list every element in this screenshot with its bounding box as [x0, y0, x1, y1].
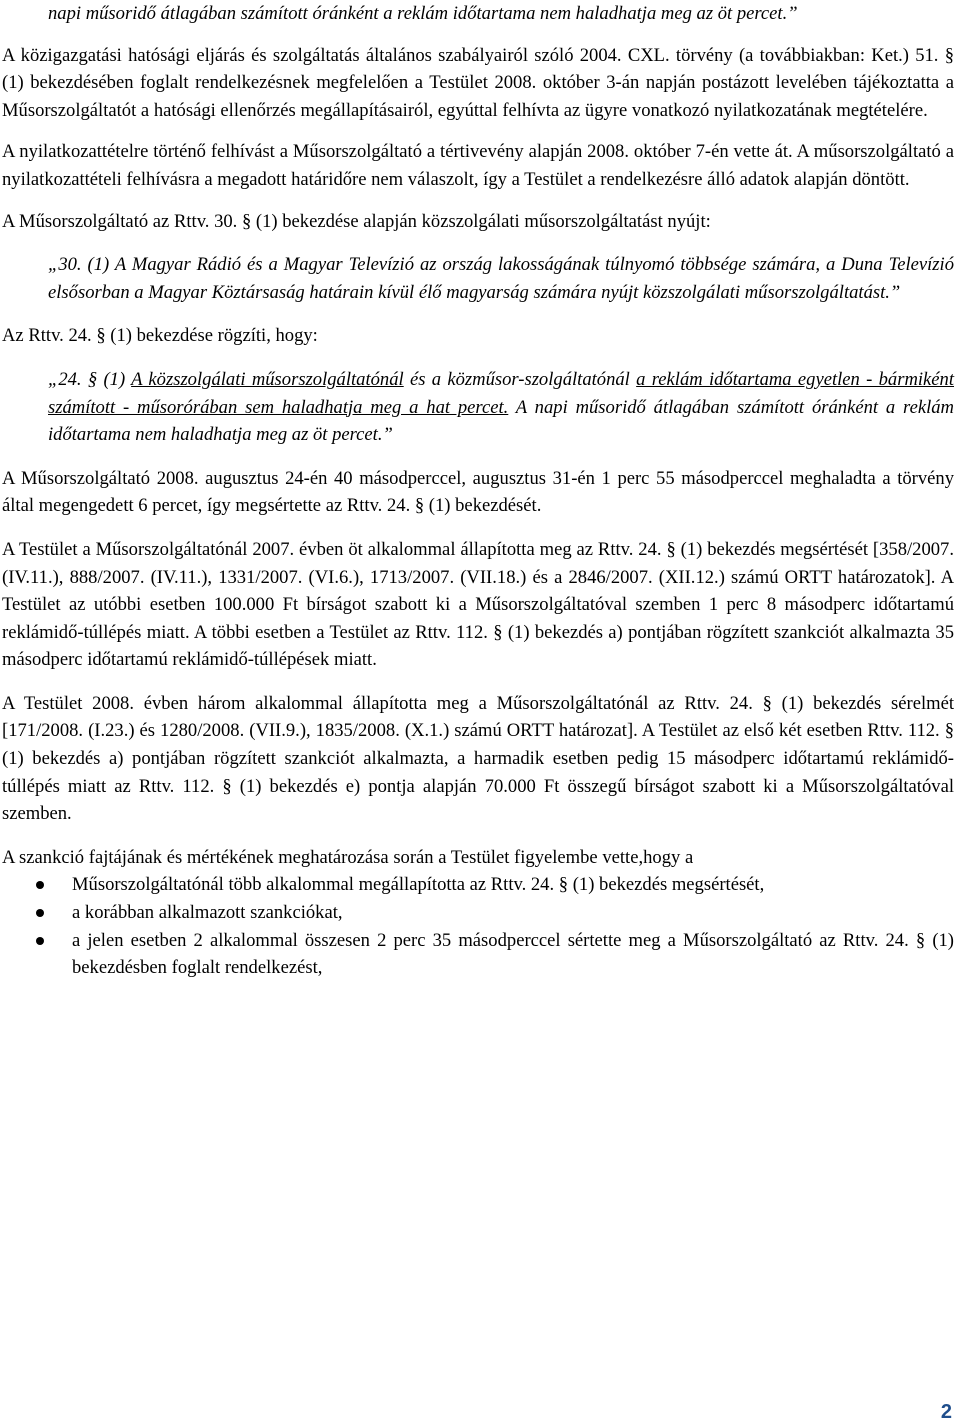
sanction-considerations-list — [2, 871, 954, 981]
list-item: Műsorszolgáltatónál több alkalommal megállapította az Rttv. 24. § (1) bekezdés megsértését, — [2, 871, 954, 899]
quote-rttv-24 — [2, 366, 954, 449]
paragraph-public-service: A Műsorszolgáltató az Rttv. 30. § (1) bekezdése alapján közszolgálati műsorszolgáltatást nyújt: — [2, 210, 711, 232]
quote-part: „24. § (1) — [48, 368, 132, 390]
paragraph-2008-history: A Testület 2008. évben három alkalommal állapította meg a Műsorszolgáltatónál az Rttv. 24. § (1) bekezdés sérelmét [171/2008. (I.23.) és 1280/2008. (VII.9.), 1835/2008. (X.1.) számú ORTT határozat]. A Testület az első két esetben Rttv. 112. § (1) bekezdés a) pontjában rögzített szankciót alkalmazta, a harmadik esetben pedig 15 másodperc időtartamú reklámidő-túllépés miatt az Rttv. 112. § (1) bekezdés e) pontja alapján 70.000 Ft összegű bírságot szabott ki a Műsorszolgáltatóval szemben. — [2, 692, 954, 825]
document-page — [2, 0, 954, 982]
list-item: a jelen esetben 2 alkalommal összesen 2 perc 35 másodperccel sértette meg a Műsorszolgáltató az Rttv. 24. § (1) bekezdésben foglalt rendelkezést, — [2, 927, 954, 982]
paragraph-violation: A Műsorszolgáltató 2008. augusztus 24-én 40 másodperccel, augusztus 31-én 1 perc 55 másodperccel meghaladta a törvény által megengedett 6 percet, így megsértette az Rttv. 24. § (1) bekezdését. — [2, 467, 954, 517]
paragraph-response: A nyilatkozattételre történő felhívást a Műsorszolgáltató a tértivevény alapján 2008. október 7-én vette át. A műsorszolgáltató a nyilatkozattételi felhívásra a megadott határidőre nem válaszolt, így a Testület a rendelkezésre álló adatok alapján döntött. — [2, 141, 954, 190]
paragraph-ket-notice: A közigazgatási hatósági eljárás és szolgáltatás általános szabályairól szóló 2004. CXL. törvény (a továbbiakban: Ket.) 51. § (1) bekezdésében foglalt rendelkezésnek megfelelően a Testület 2008. október 3-án napján postázott levelében tájékoztatta a Műsorszolgáltatót a hatósági ellenőrzés megállapításairól, egyúttal felhívta az ügyre vonatkozó nyilatkozatának megtételére. — [2, 44, 954, 121]
page-number: 2 — [940, 1401, 952, 1423]
paragraph-rttv-24-intro: Az Rttv. 24. § (1) bekezdése rögzíti, hogy: — [2, 325, 318, 347]
paragraph-sanction-intro: A szankció fajtájának és mértékének meghatározása során a Testület figyelembe vette,hogy a — [2, 846, 694, 868]
quote-rttv-30: „30. (1) A Magyar Rádió és a Magyar Televízió az ország lakosságának túlnyomó többsége számára, a Duna Televízió elsősorban a Magyar Köztársaság határain kívül élő magyarság számára nyújt közszolgálati műsorszolgáltatást.” — [48, 254, 954, 303]
quote-continuation: napi műsoridő átlagában számított óránként a reklám időtartama nem haladhatja meg az öt percet.” — [48, 3, 798, 24]
quote-part: és a közműsor-szolgáltatónál — [403, 368, 637, 390]
paragraph-2007-history: A Testület a Műsorszolgáltatónál 2007. évben öt alkalommal állapította meg az Rttv. 24. § (1) bekezdés megsértését [358/2007. (IV.11.), 888/2007. (IV.11.), 1331/2007. (VI.6.), 1713/2007. (VII.18.) és a 2846/2007. (XII.12.) számú ORTT határozatok]. A Testület az utóbbi esetben 100.000 Ft bírságot szabott ki a Műsorszolgáltatóval szemben 1 perc 8 másodperc időtartamú reklámidő-túllépés miatt. A többi esetben a Testület az Rttv. 112. § (1) bekezdés a) pontjában rögzített szankciót alkalmazta 35 másodperc időtartamú reklámidő-túllépések miatt. — [2, 538, 954, 671]
list-item: a korábban alkalmazott szankciókat, — [2, 899, 954, 927]
quote-underlined: a reklám időtartama egyetlen - bármiként számított - műsorórában sem haladhatja meg a hat percet. — [48, 368, 955, 418]
quote-underlined: A közszolgálati műsorszolgáltatónál — [131, 368, 404, 390]
quote-part: A napi műsoridő átlagában számított óránként a reklám időtartama nem haladhatja meg az öt percet.” — [48, 396, 954, 446]
